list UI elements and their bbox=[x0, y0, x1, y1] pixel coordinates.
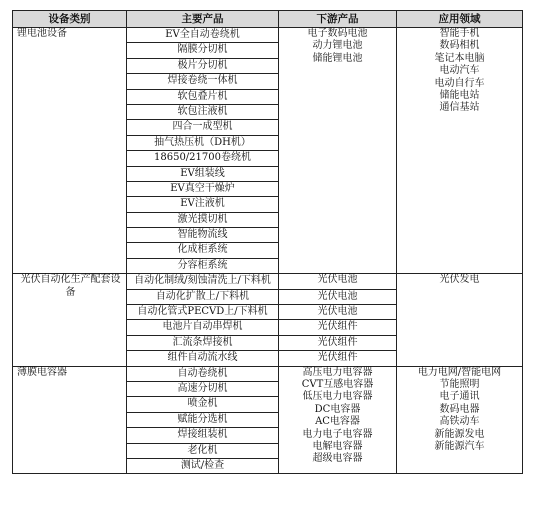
category-cell: 光伏自动化生产配套设备 bbox=[13, 274, 127, 366]
downstream-item: 超级电容器 bbox=[312, 453, 363, 465]
product-cell: 喷金机 bbox=[127, 397, 279, 412]
product-cell: 焊接组装机 bbox=[127, 428, 279, 443]
product-cell: 抽气热压机（DH机） bbox=[127, 135, 279, 150]
product-cell: 软包注液机 bbox=[127, 104, 279, 119]
downstream-item: AC电容器 bbox=[315, 416, 360, 428]
application-cell bbox=[397, 274, 523, 366]
product-cell: 自动化扩散上/下料机 bbox=[127, 289, 279, 304]
downstream-cell bbox=[279, 366, 397, 474]
category-cell: 锂电池设备 bbox=[13, 28, 127, 274]
downstream-cell: 光伏组件 bbox=[279, 351, 397, 366]
header-cell: 主要产品 bbox=[127, 11, 279, 28]
downstream-item: 储能锂电池 bbox=[312, 52, 363, 64]
header-cell: 下游产品 bbox=[279, 11, 397, 28]
product-cell: 赋能分选机 bbox=[127, 412, 279, 427]
product-cell: 高速分切机 bbox=[127, 381, 279, 396]
product-cell: 软包叠片机 bbox=[127, 89, 279, 104]
product-cell: 老化机 bbox=[127, 443, 279, 458]
application-item: 数码相机 bbox=[439, 40, 480, 52]
category-cell: 薄膜电容器 bbox=[13, 366, 127, 474]
product-cell: 焊接卷绕一体机 bbox=[127, 74, 279, 89]
application-item: 笔记本电脑 bbox=[434, 52, 485, 64]
product-cell: 自动化管式PECVD上/下料机 bbox=[127, 305, 279, 320]
header-row bbox=[13, 11, 523, 28]
product-cell: 汇流条焊接机 bbox=[127, 335, 279, 350]
application-item: 电动汽车 bbox=[439, 65, 480, 77]
product-table-container bbox=[12, 10, 523, 474]
downstream-item: 电子数码电池 bbox=[307, 28, 368, 39]
header-cell: 设备类别 bbox=[13, 11, 127, 28]
application-item: 数码电器 bbox=[439, 403, 480, 415]
application-item: 储能电站 bbox=[439, 90, 480, 102]
product-cell: 智能物流线 bbox=[127, 228, 279, 243]
downstream-cell: 光伏电池 bbox=[279, 274, 397, 289]
downstream-cell: 光伏电池 bbox=[279, 289, 397, 304]
product-cell: EV组装线 bbox=[127, 166, 279, 181]
downstream-cell bbox=[279, 28, 397, 274]
application-item: 电动自行车 bbox=[434, 77, 485, 89]
application-item: 光伏发电 bbox=[439, 274, 480, 286]
application-item: 电力电网/智能电网 bbox=[417, 366, 502, 378]
downstream-item: 高压电力电容器 bbox=[302, 366, 373, 378]
application-item: 高铁动车 bbox=[439, 416, 480, 428]
product-cell: 自动卷绕机 bbox=[127, 366, 279, 381]
product-cell: EV真空干燥炉 bbox=[127, 181, 279, 196]
application-cell bbox=[397, 28, 523, 274]
table-row bbox=[13, 274, 523, 289]
downstream-cell: 光伏电池 bbox=[279, 305, 397, 320]
downstream-item: 动力锂电池 bbox=[312, 40, 363, 52]
application-cell bbox=[397, 366, 523, 474]
application-item: 电子通讯 bbox=[439, 391, 480, 403]
downstream-item: 电力电子电容器 bbox=[302, 428, 373, 440]
product-cell: 18650/21700卷绕机 bbox=[127, 151, 279, 166]
application-item: 通信基站 bbox=[439, 102, 480, 114]
product-cell: 极片分切机 bbox=[127, 58, 279, 73]
downstream-item: CVT互感电容器 bbox=[301, 379, 374, 390]
product-cell: 化成柜系统 bbox=[127, 243, 279, 258]
application-item: 智能手机 bbox=[439, 28, 480, 39]
product-cell: 分容柜系统 bbox=[127, 258, 279, 273]
downstream-item: 低压电力电容器 bbox=[302, 391, 373, 403]
product-cell: 电池片自动串焊机 bbox=[127, 320, 279, 335]
downstream-cell: 光伏组件 bbox=[279, 320, 397, 335]
product-cell: 隔膜分切机 bbox=[127, 43, 279, 58]
downstream-cell: 光伏组件 bbox=[279, 335, 397, 350]
product-cell: EV全自动卷绕机 bbox=[127, 28, 279, 43]
application-item: 新能源发电 bbox=[434, 428, 485, 440]
product-cell: EV注液机 bbox=[127, 197, 279, 212]
application-item: 新能源汽车 bbox=[434, 441, 485, 453]
table-row bbox=[13, 366, 523, 381]
downstream-item: DC电容器 bbox=[314, 403, 361, 415]
product-cell: 测试/检查 bbox=[127, 458, 279, 473]
product-cell: 自动化制绒/刻蚀清洗上/下料机 bbox=[127, 274, 279, 289]
product-cell: 组件自动流水线 bbox=[127, 351, 279, 366]
header-cell: 应用领域 bbox=[397, 11, 523, 28]
application-item: 节能照明 bbox=[439, 379, 480, 390]
product-cell: 四合一成型机 bbox=[127, 120, 279, 135]
downstream-item: 电解电容器 bbox=[312, 441, 363, 453]
product-cell: 激光摸切机 bbox=[127, 212, 279, 227]
product-table bbox=[12, 10, 523, 474]
table-row bbox=[13, 28, 523, 43]
